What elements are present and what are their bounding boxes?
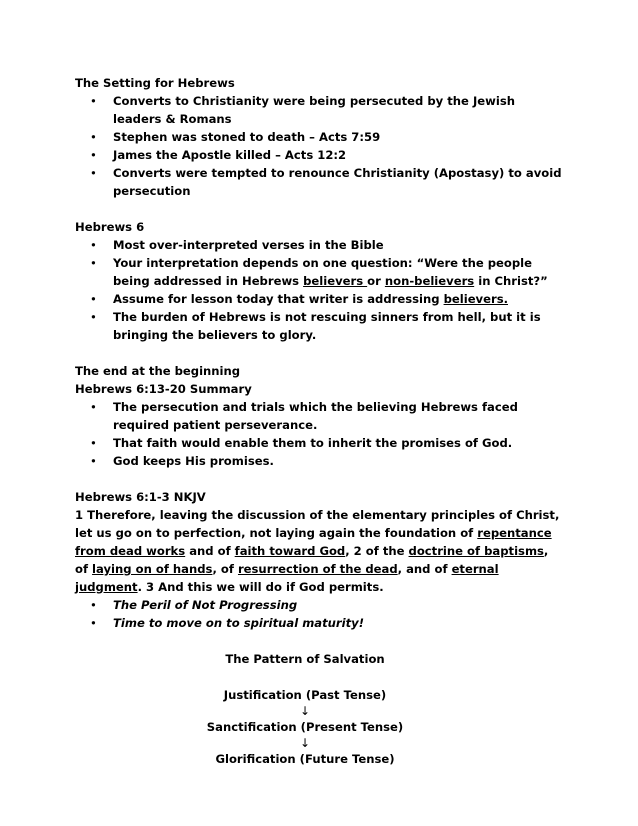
bullet-icon: • bbox=[90, 292, 97, 306]
list-item: • The burden of Hebrews is not rescuing sinners from hell, but it is bringing the believers to glory. bbox=[90, 310, 541, 342]
bullet-icon: • bbox=[90, 598, 97, 612]
arrow-down-icon: ↓ bbox=[299, 736, 311, 750]
list-item: • God keeps His promises. bbox=[90, 454, 274, 468]
bullet-icon: • bbox=[90, 436, 97, 450]
document-page bbox=[75, 74, 565, 768]
bullet-list bbox=[75, 596, 565, 632]
section-title: The Setting for Hebrews bbox=[75, 76, 235, 90]
pattern-step-justification: Justification (Past Tense) bbox=[223, 688, 387, 702]
section-end-at-beginning bbox=[75, 362, 565, 470]
pattern-step-glorification: Glorification (Future Tense) bbox=[215, 752, 395, 766]
underlined-text: repentance from dead works bbox=[75, 526, 552, 558]
section-setting bbox=[75, 74, 565, 200]
bullet-icon: • bbox=[90, 130, 97, 144]
list-item: • Converts were tempted to renounce Christianity (Apostasy) to avoid persecution bbox=[90, 166, 562, 198]
list-item: • Time to move on to spiritual maturity! bbox=[90, 616, 364, 630]
bullet-icon: • bbox=[90, 238, 97, 252]
salvation-pattern bbox=[75, 650, 565, 768]
underlined-text: doctrine of baptisms bbox=[408, 544, 544, 558]
bullet-icon: • bbox=[90, 166, 97, 180]
bullet-icon: • bbox=[90, 256, 97, 270]
section-title: Hebrews 6:1-3 NKJV bbox=[75, 490, 206, 504]
underlined-text: laying on of hands bbox=[92, 562, 213, 576]
underlined-text: believers. bbox=[443, 292, 508, 306]
bullet-icon: • bbox=[90, 454, 97, 468]
bullet-icon: • bbox=[90, 310, 97, 324]
bullet-list bbox=[75, 398, 565, 470]
section-title: Hebrews 6 bbox=[75, 220, 145, 234]
bullet-icon: • bbox=[90, 148, 97, 162]
bullet-icon: • bbox=[90, 400, 97, 414]
underlined-text: eternal judgment bbox=[75, 562, 499, 594]
bullet-icon: • bbox=[90, 616, 97, 630]
list-item: • The Peril of Not Progressing bbox=[90, 598, 298, 612]
list-item: • Most over-interpreted verses in the Bible bbox=[90, 238, 384, 252]
arrow-down-icon: ↓ bbox=[299, 704, 311, 718]
underlined-text: resurrection of the dead bbox=[237, 562, 398, 576]
list-item: • Assume for lesson today that writer is addressing believers. bbox=[90, 292, 508, 306]
list-item: • James the Apostle killed – Acts 12:2 bbox=[90, 148, 347, 162]
list-item: • Converts to Christianity were being persecuted by the Jewish leaders & Romans bbox=[90, 94, 515, 126]
pattern-title: The Pattern of Salvation bbox=[225, 652, 385, 666]
pattern-step-sanctification: Sanctification (Present Tense) bbox=[206, 720, 404, 734]
section-title: The end at the beginning bbox=[75, 364, 241, 378]
bullet-icon: • bbox=[90, 94, 97, 108]
list-item: • That faith would enable them to inherit the promises of God. bbox=[90, 436, 513, 450]
bullet-list bbox=[75, 236, 565, 344]
list-item: • Stephen was stoned to death – Acts 7:59 bbox=[90, 130, 381, 144]
list-item: • Your interpretation depends on one question: “Were the people being addressed in Hebrews believers or non-believers in Christ?” bbox=[90, 256, 548, 288]
list-item: • The persecution and trials which the believing Hebrews faced required patient perseverance. bbox=[90, 400, 518, 432]
underlined-text: faith toward God bbox=[234, 544, 346, 558]
scripture-paragraph: 1 Therefore, leaving the discussion of the elementary principles of Christ, let us go on to perfection, not laying again the foundation of repentance from dead works and of faith toward God, 2 of the doctrine of baptisms, of laying on of hands, of resurrection of the dead, and of eternal judgment. 3 And this we will do if God permits. bbox=[75, 508, 560, 594]
section-subtitle: Hebrews 6:13-20 Summary bbox=[75, 382, 252, 396]
section-hebrews-6 bbox=[75, 218, 565, 344]
underlined-text: believers bbox=[303, 274, 368, 288]
section-hebrews-6-1-3 bbox=[75, 488, 565, 632]
bullet-list bbox=[75, 92, 565, 200]
underlined-text: non-believers bbox=[384, 274, 475, 288]
